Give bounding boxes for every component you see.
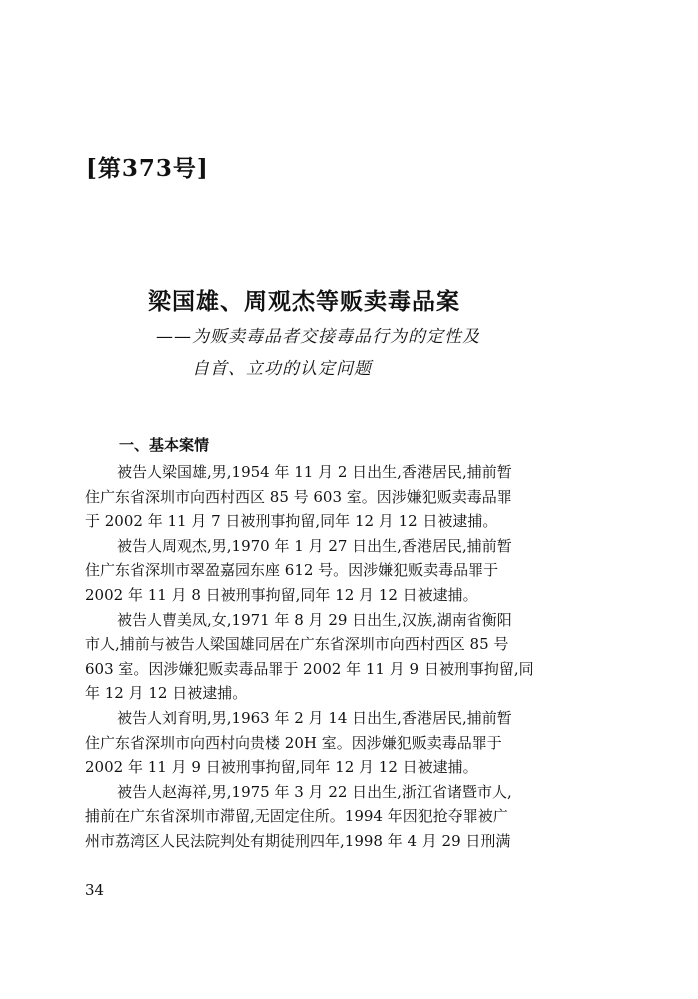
case-subtitle-line-1: ——为贩卖毒品者交接毒品行为的定性及 (156, 327, 480, 347)
body-line: 603 室。因涉嫌犯贩卖毒品罪于 2002 年 11 月 9 日被刑事拘留,同 (85, 659, 534, 678)
body-line: 州市荔湾区人民法院判处有期徒刑四年,1998 年 4 月 29 日刑满 (85, 831, 511, 850)
body-line: 住广东省深圳市翠盈嘉园东座 612 号。因涉嫌犯贩卖毒品罪于 (85, 561, 499, 580)
body-line: 2002 年 11 月 9 日被刑事拘留,同年 12 月 12 日被逮捕。 (85, 758, 478, 777)
body-line: 捕前在广东省深圳市滞留,无固定住所。1994 年因犯抢夺罪被广 (85, 807, 508, 826)
body-line: 住广东省深圳市向西村向贵楼 20H 室。因涉嫌犯贩卖毒品罪于 (85, 733, 502, 752)
body-line: 被告人周观杰,男,1970 年 1 月 27 日出生,香港居民,捕前暂 (117, 536, 512, 555)
section-heading: 一、基本案情 (119, 436, 210, 454)
body-line: 市人,捕前与被告人梁国雄同居在广东省深圳市向西村西区 85 号 (85, 635, 509, 654)
case-subtitle-line-2: 自首、立功的认定问题 (192, 359, 372, 379)
body-line: 2002 年 11 月 8 日被刑事拘留,同年 12 月 12 日被逮捕。 (85, 585, 478, 604)
body-line: 住广东省深圳市向西村西区 85 号 603 室。因涉嫌犯贩卖毒品罪 (85, 487, 512, 506)
body-line: 被告人刘育明,男,1963 年 2 月 14 日出生,香港居民,捕前暂 (117, 708, 512, 727)
page-number: 34 (85, 881, 105, 899)
body-line: 被告人曹美凤,女,1971 年 8 月 29 日出生,汉族,湖南省衡阳 (117, 610, 512, 629)
body-line: 被告人梁国雄,男,1954 年 11 月 2 日出生,香港居民,捕前暂 (117, 463, 512, 481)
case-title: 梁国雄、周观杰等贩卖毒品案 (148, 288, 460, 315)
body-text (85, 460, 585, 854)
body-line: 被告人赵海祥,男,1975 年 3 月 22 日出生,浙江省诸暨市人, (117, 782, 512, 801)
body-line: 年 12 月 12 日被逮捕。 (85, 684, 248, 703)
case-number: [第373号] (86, 155, 209, 182)
body-line: 于 2002 年 11 月 7 日被刑事拘留,同年 12 月 12 日被逮捕。 (85, 512, 498, 531)
